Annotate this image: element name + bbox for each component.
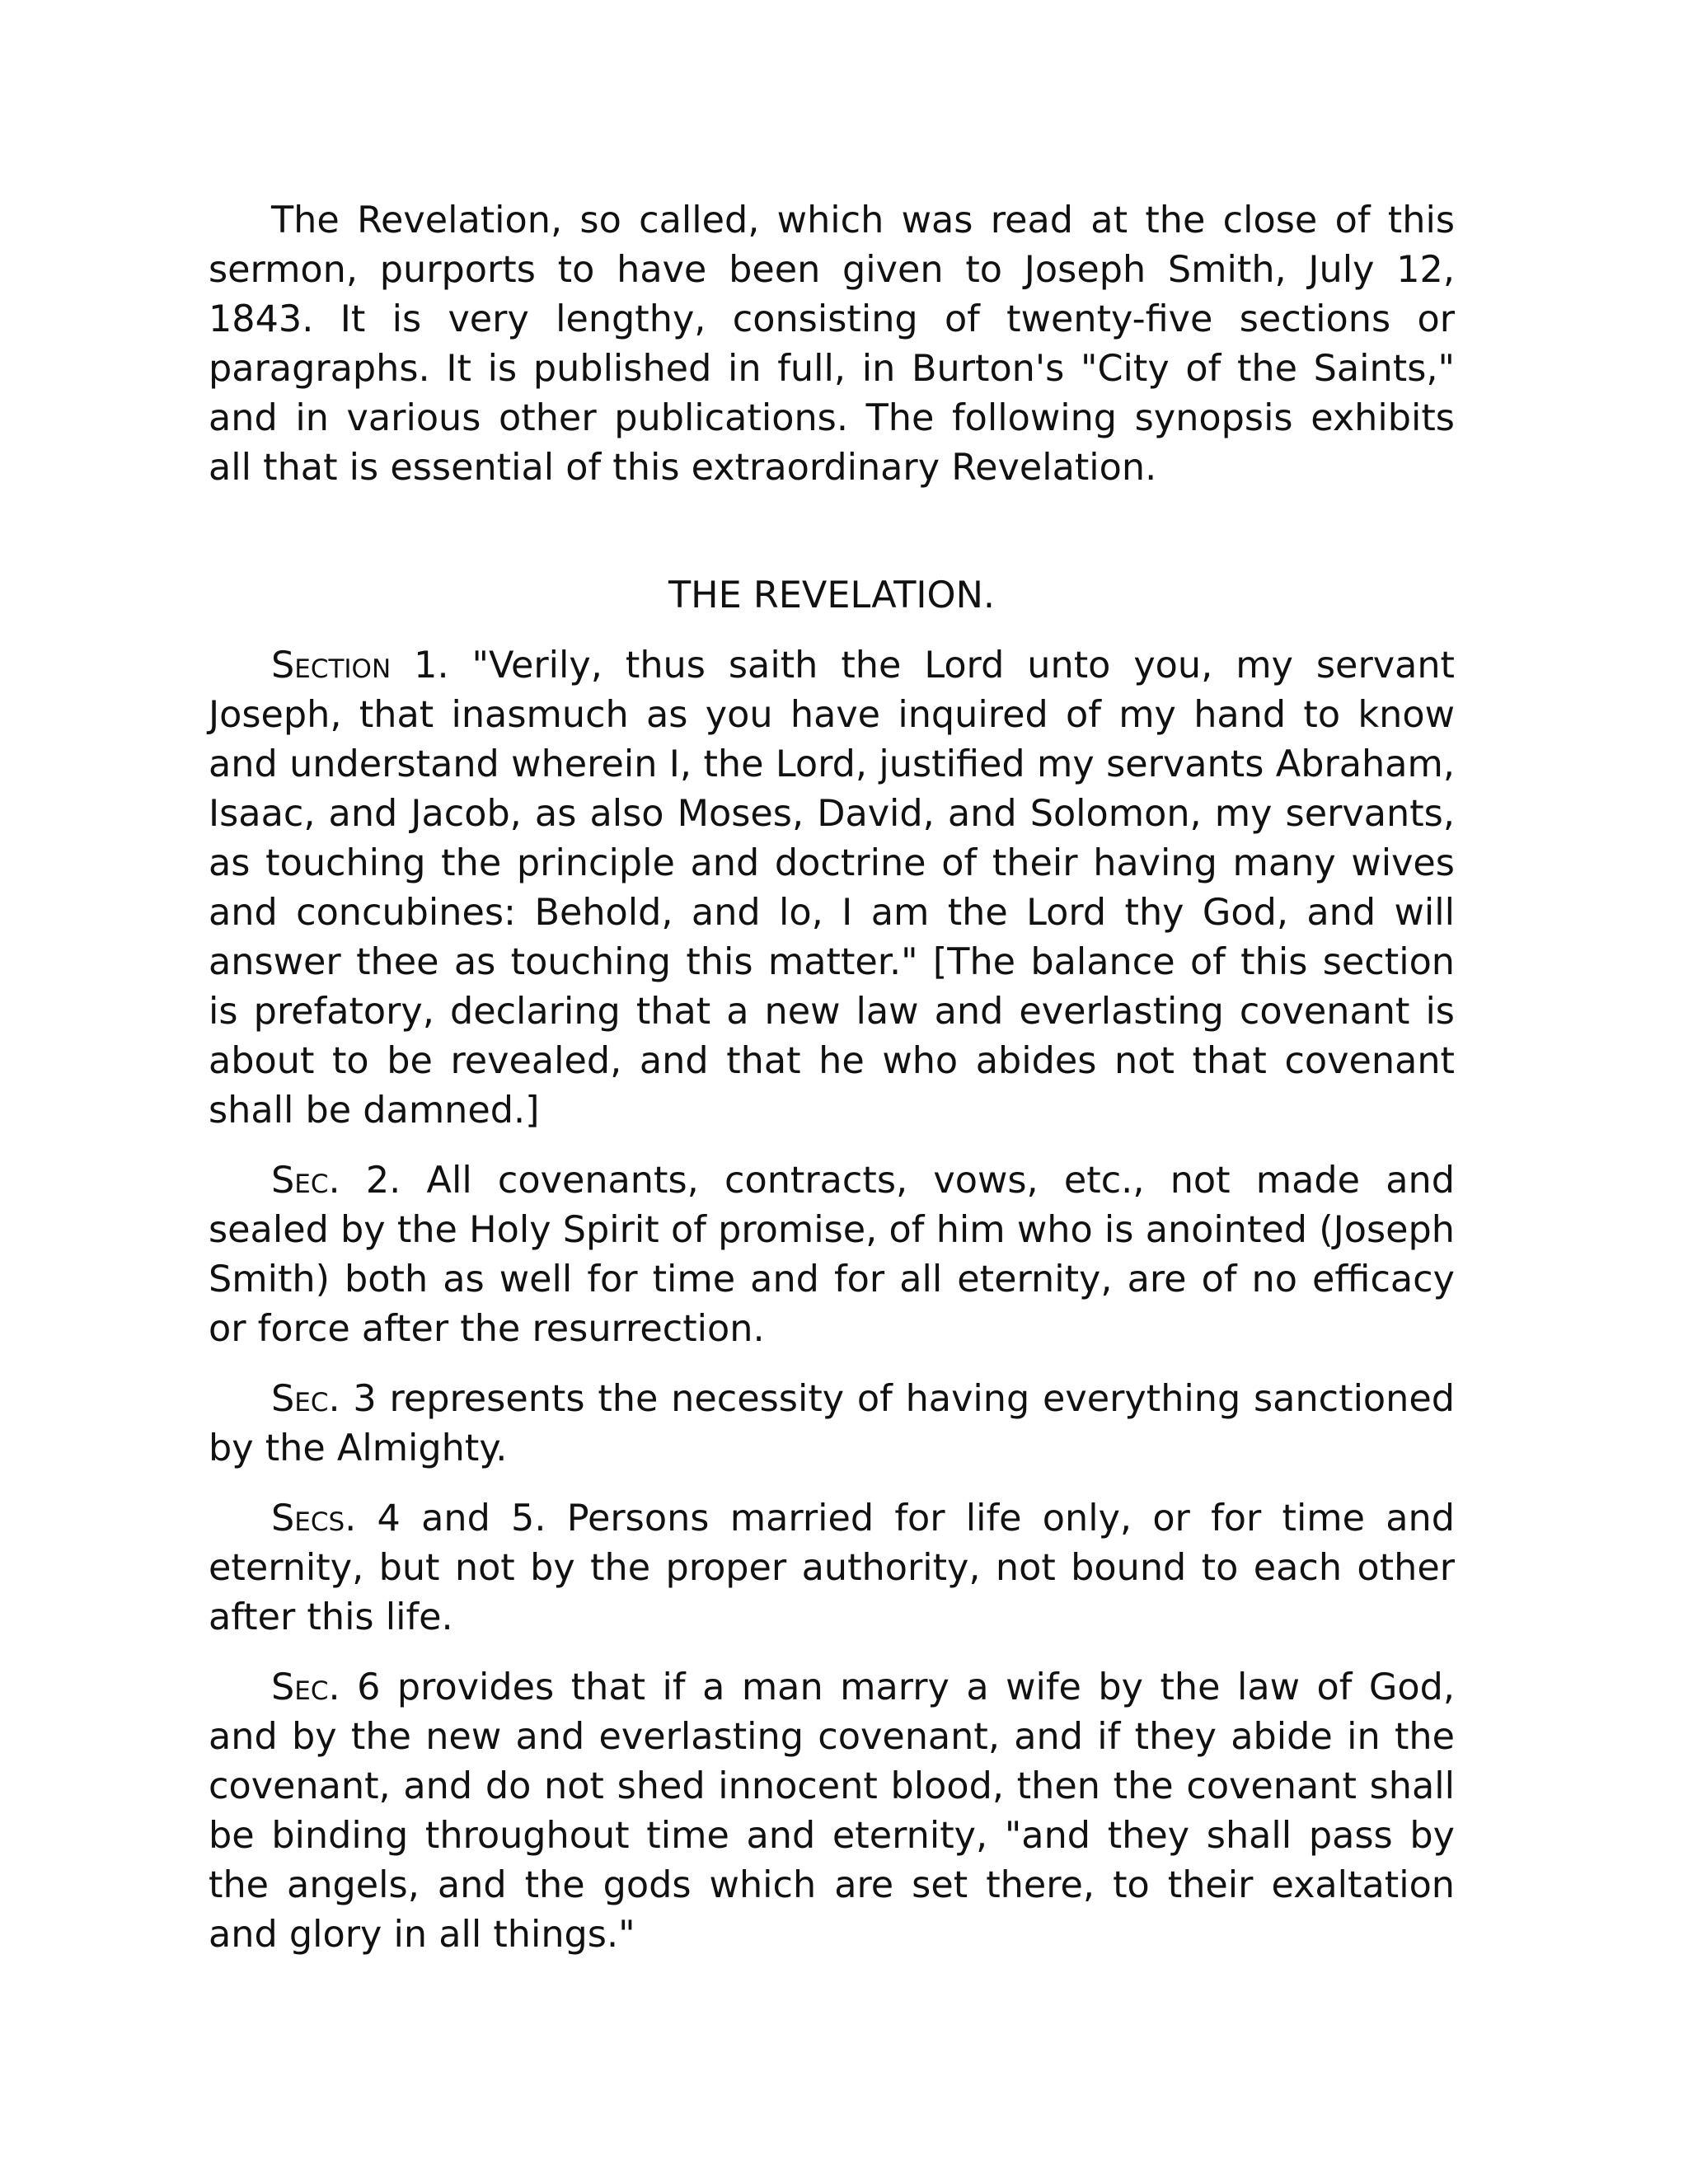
section-text: 1. "Verily, thus saith the Lord unto you, my servant Joseph, that inasmuch as you have inquired of my hand to know and understand wherein I, the Lord, justified my servants Abraham, Isaac, and Jacob, as also Moses, David, and Solomon, my servants, as touching the principle and doctrine of their having many wives and concubines: Behold, and lo, I am the Lord thy God, and will answer thee as touching this matter." [The balance of this section is prefatory, declaring that a new law and everlasting covenant is about to be revealed, and that he who abides not that covenant shall be damned.] bbox=[209, 644, 1455, 1132]
section-paragraph-3 bbox=[209, 1375, 1455, 1474]
section-text: . 2. All covenants, contracts, vows, etc., not made and sealed by the Holy Spirit of promise, of him who is anointed (Joseph Smith) both as well for time and for all eternity, are of no efficacy or force after the resurrection. bbox=[209, 1160, 1455, 1350]
section-label: Secs bbox=[271, 1497, 345, 1540]
section-paragraph-4-5 bbox=[209, 1494, 1455, 1643]
section-label: Sec bbox=[271, 1666, 329, 1708]
section-paragraph-1 bbox=[209, 641, 1455, 1136]
section-paragraph-6 bbox=[209, 1663, 1455, 1960]
section-text: . 3 represents the necessity of having everything sanctioned by the Almighty. bbox=[209, 1378, 1455, 1469]
section-label: Sec bbox=[271, 1378, 329, 1420]
section-text: . 6 provides that if a man marry a wife by the law of God, and by the new and everlasting covenant, and if they abide in the covenant, and do not shed innocent blood, then the covenant shall be binding throughout time and eternity, "and they shall pass by the angels, and the gods which are set there, to their exaltation and glory in all things." bbox=[209, 1666, 1455, 1956]
section-heading: THE REVELATION. bbox=[668, 574, 996, 616]
section-label: Section bbox=[271, 644, 392, 687]
section-label: Sec bbox=[271, 1160, 329, 1202]
intro-paragraph: The Revelation, so called, which was read at the close of this sermon, purports to have been given to Joseph Smith, July 12, 1843. It is very lengthy, consisting of twenty-five sections or paragraphs. It is published in full, in Burton's "City of the Saints," and in various other publications. The following synopsis exhibits all that is essential of this extraordinary Revelation. bbox=[209, 199, 1455, 489]
section-text: . 4 and 5. Persons married for life only, or for time and eternity, but not by the proper authority, not bound to each other after this life. bbox=[209, 1497, 1455, 1638]
section-paragraph-2 bbox=[209, 1156, 1455, 1354]
document-page bbox=[209, 196, 1455, 1980]
